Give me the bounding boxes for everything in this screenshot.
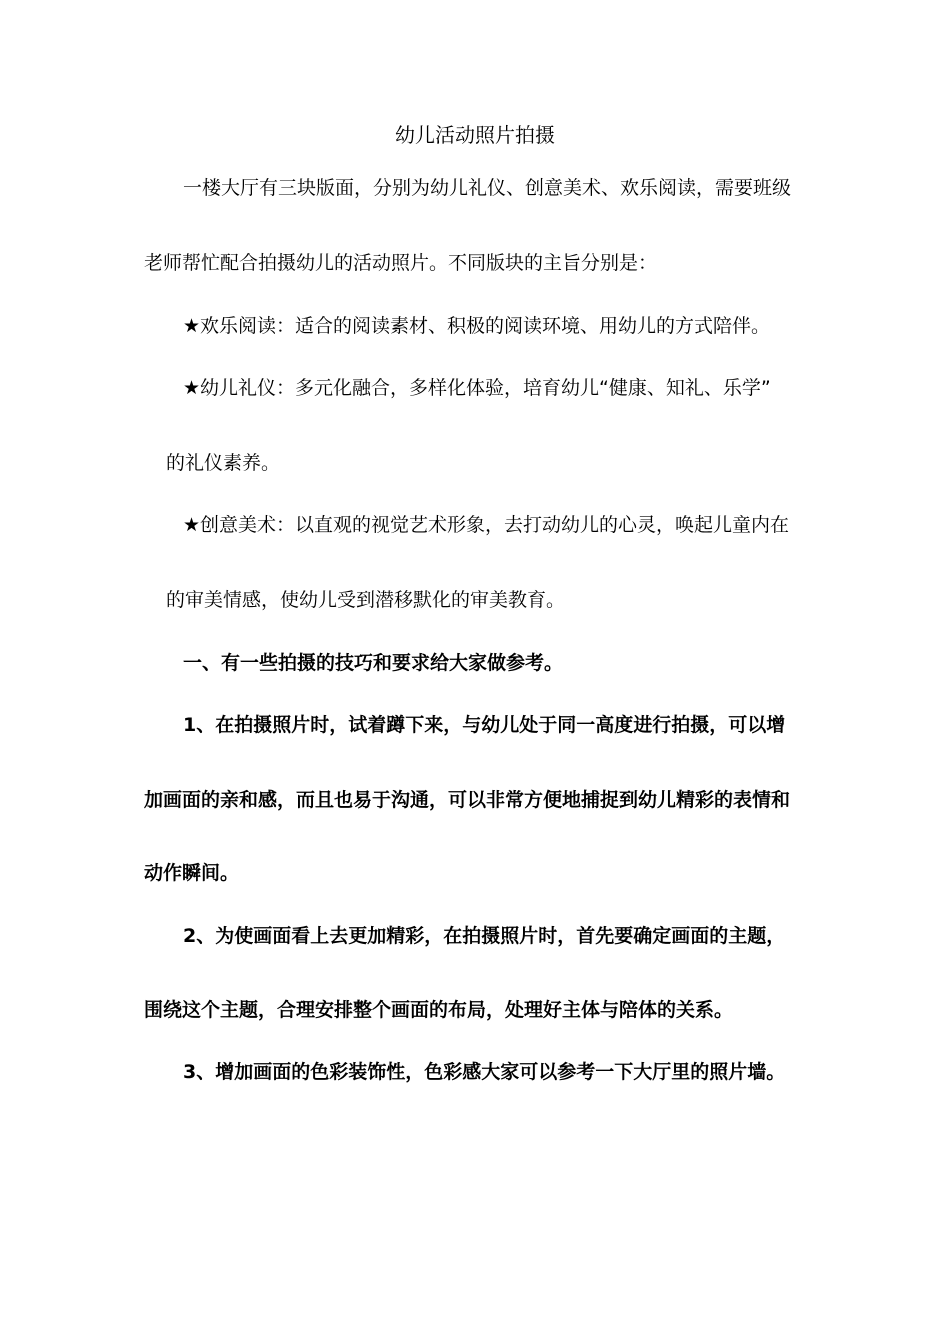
- tip-2-line-2: 围绕这个主题，合理安排整个画面的布局，处理好主体与陪体的关系。: [144, 999, 734, 1021]
- document-title: 幼儿活动照片拍摄: [395, 123, 555, 147]
- tip-1-line-1: 1、在拍摄照片时，试着蹲下来，与幼儿处于同一高度进行拍摄，可以增: [183, 714, 786, 736]
- intro-line-2: 老师帮忙配合拍摄幼儿的活动照片。不同版块的主旨分别是：: [144, 252, 658, 274]
- theme-art-line-1: ★创意美术：以直观的视觉艺术形象，去打动幼儿的心灵，唤起儿童内在: [183, 514, 790, 536]
- tip-1-line-3: 动作瞬间。: [144, 862, 240, 884]
- theme-art-line-2: 的审美情感，使幼儿受到潜移默化的审美教育。: [166, 589, 566, 611]
- theme-etiquette-line-1: ★幼儿礼仪：多元化融合，多样化体验，培育幼儿“健康、知礼、乐学”: [183, 377, 771, 399]
- intro-line-1: 一楼大厅有三块版面，分别为幼儿礼仪、创意美术、欢乐阅读，需要班级: [183, 177, 792, 199]
- tip-2-line-1: 2、为使画面看上去更加精彩，在拍摄照片时，首先要确定画面的主题，: [183, 925, 786, 947]
- theme-etiquette-line-2: 的礼仪素养。: [166, 452, 281, 474]
- theme-reading: ★欢乐阅读：适合的阅读素材、积极的阅读环境、用幼儿的方式陪伴。: [183, 315, 771, 337]
- tip-1-line-2: 加画面的亲和感，而且也易于沟通，可以非常方便地捕捉到幼儿精彩的表情和: [144, 789, 791, 811]
- section-heading: 一、有一些拍摄的技巧和要求给大家做参考。: [183, 652, 564, 674]
- tip-3-line-1: 3、增加画面的色彩装饰性，色彩感大家可以参考一下大厅里的照片墙。: [183, 1061, 786, 1083]
